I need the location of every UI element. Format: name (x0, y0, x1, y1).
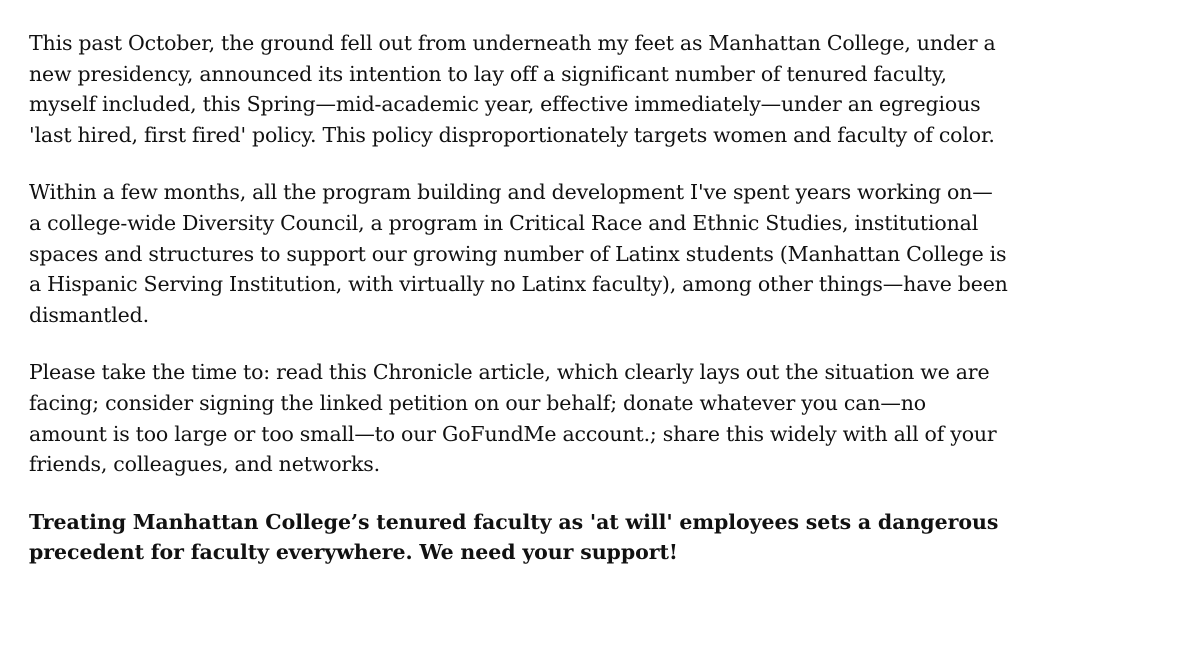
text-line: a Hispanic Serving Institution, with virtually no Latinx faculty), among other things—have been (29, 272, 1008, 297)
text-line: dismantled. (29, 302, 149, 327)
text-line: friends, colleagues, and networks. (29, 452, 381, 477)
text-line: myself included, this Spring—mid-academic year, effective immediately—under an egregious (29, 92, 981, 117)
text-line: Please take the time to: read this Chronicle article, which clearly lays out the situation we are (29, 360, 990, 385)
text-line: precedent for faculty everywhere. We need your support! (29, 540, 678, 565)
paragraph-layoff-announcement (29, 28, 1200, 150)
paragraph-programs-dismantled (29, 177, 1200, 330)
document-body (29, 28, 1200, 595)
text-line: amount is too large or too small—to our GoFundMe account.; share this widely with all of your (29, 421, 997, 446)
text-line: a college-wide Diversity Council, a program in Critical Race and Ethnic Studies, institutional (29, 210, 979, 235)
text-line: This past October, the ground fell out from underneath my feet as Manhattan College, under a (29, 31, 996, 55)
text-line: Within a few months, all the program building and development I've spent years working on— (29, 180, 993, 205)
text-line: 'last hired, first fired' policy. This policy disproportionately targets women and faculty of color. (29, 122, 995, 147)
text-line: spaces and structures to support our growing number of Latinx students (Manhattan College is (29, 241, 1007, 266)
paragraph-closing-statement (29, 507, 1200, 568)
text-line: facing; consider signing the linked petition on our behalf; donate whatever you can—no (29, 390, 926, 415)
text-line: new presidency, announced its intention to lay off a significant number of tenured faculty, (29, 61, 947, 86)
text-line: Treating Manhattan College’s tenured faculty as 'at will' employees sets a dangerous (29, 509, 999, 534)
paragraph-call-to-action (29, 357, 1200, 479)
